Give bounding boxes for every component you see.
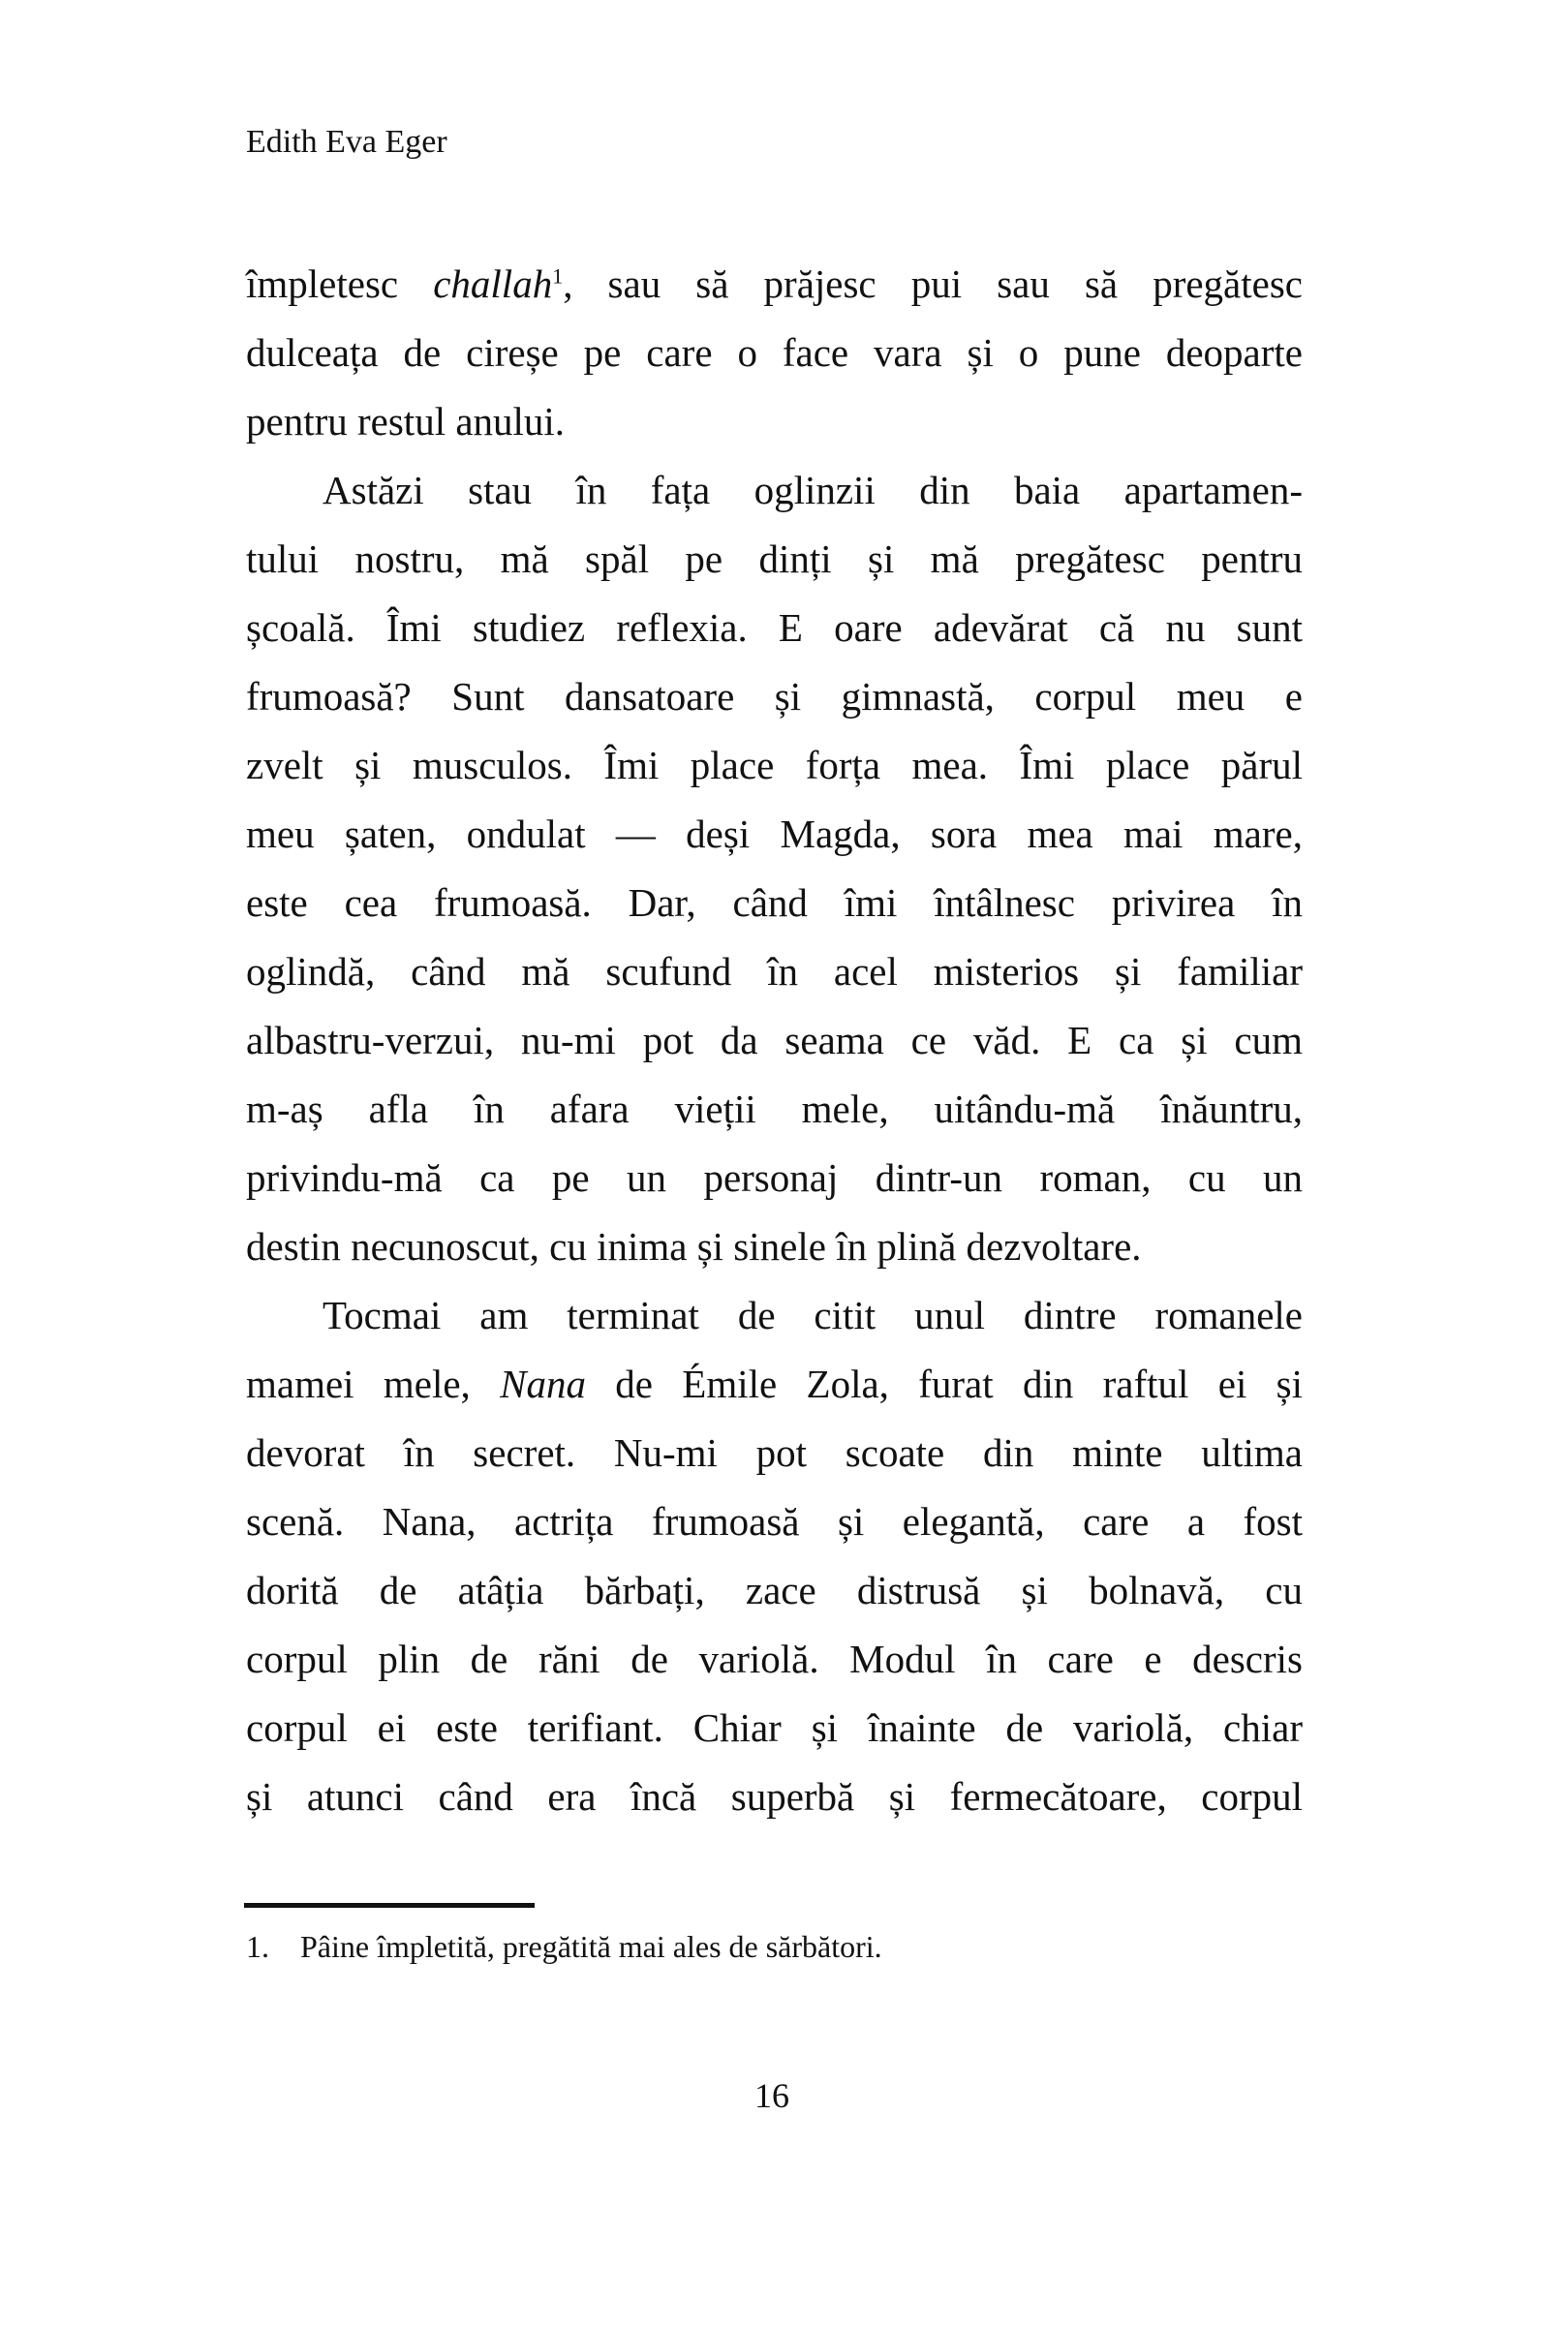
text-line — [246, 810, 1303, 858]
text-line — [246, 1016, 1303, 1064]
text-run: meu șaten, ondulat — deși Magda, sora mea mai mare, — [246, 812, 1303, 856]
text-line — [246, 1428, 1303, 1477]
text-run: oglindă, când mă scufund în acel misterios și familiar — [246, 949, 1303, 994]
italic-text: Nana — [500, 1362, 586, 1406]
text-run: destin necunoscut, cu inima și sinele în plină dezvoltare. — [246, 1224, 1142, 1269]
text-run: împletesc — [246, 261, 434, 306]
text-line — [246, 328, 1303, 377]
text-line — [246, 1772, 1303, 1821]
text-run: este cea frumoasă. Dar, când îmi întâlnesc privirea în — [246, 880, 1303, 925]
text-run: privindu-mă ca pe un personaj dintr-un roman, cu un — [246, 1155, 1303, 1200]
text-line — [246, 1360, 1303, 1408]
text-line — [246, 1153, 1303, 1202]
text-line — [246, 603, 1303, 652]
text-line — [246, 1703, 1303, 1752]
text-line — [246, 1566, 1303, 1614]
text-line — [246, 1635, 1303, 1683]
footnote-text: Pâine împletită, pregătită mai ales de sărbători. — [300, 1929, 882, 1964]
footnote-number: 1. — [246, 1929, 269, 1964]
text-line — [246, 741, 1303, 789]
text-line — [246, 672, 1303, 720]
text-run: , sau să prăjesc pui sau să pregătesc — [563, 261, 1303, 306]
text-run: mamei mele, — [246, 1362, 501, 1406]
running-head: Edith Eva Eger — [246, 124, 447, 160]
text-run: dorită de atâția bărbați, zace distrusă și bolnavă, cu — [246, 1568, 1303, 1612]
footnote-rule — [244, 1903, 535, 1908]
page-number: 16 — [754, 2076, 789, 2115]
text-run: frumoasă? Sunt dansatoare și gimnastă, corpul meu e — [246, 674, 1303, 719]
text-run: de Émile Zola, furat din raftul ei și — [585, 1362, 1303, 1406]
text-run: zvelt și musculos. Îmi place forța mea. Îmi place părul — [246, 743, 1303, 787]
text-run: Astăzi stau în fața oglinzii din baia apartamen- — [323, 468, 1303, 512]
text-line — [246, 1085, 1303, 1133]
text-line — [246, 260, 1303, 308]
text-run: corpul plin de răni de variolă. Modul în care e descris — [246, 1637, 1303, 1681]
text-run: devorat în secret. Nu-mi pot scoate din minte ultima — [246, 1430, 1303, 1475]
text-line — [323, 466, 1303, 514]
text-line — [246, 535, 1303, 583]
text-run: și atunci când era încă superbă și fermecătoare, corpul — [246, 1774, 1303, 1819]
text-run: Tocmai am terminat de citit unul dintre romanele — [323, 1293, 1303, 1337]
text-line — [246, 947, 1303, 996]
text-line — [246, 1497, 1303, 1546]
text-run: școală. Îmi studiez reflexia. E oare adevărat că nu sunt — [246, 605, 1303, 650]
text-run: scenă. Nana, actrița frumoasă și elegantă, care a fost — [246, 1499, 1303, 1544]
text-run: tului nostru, mă spăl pe dinți și mă pregătesc pentru — [246, 537, 1303, 581]
text-line — [246, 1222, 1303, 1271]
footnote-reference: 1 — [552, 263, 564, 289]
text-line — [246, 878, 1303, 927]
text-run: m-aș afla în afara vieții mele, uitându-mă înăuntru, — [246, 1087, 1303, 1131]
text-line — [246, 397, 1303, 445]
text-run: corpul ei este terifiant. Chiar și înainte de variolă, chiar — [246, 1705, 1303, 1750]
italic-text: challah — [433, 261, 553, 306]
footnote — [246, 1929, 882, 1965]
text-run: albastru-verzui, nu-mi pot da seama ce văd. E ca și cum — [246, 1018, 1303, 1062]
text-line — [323, 1291, 1303, 1339]
text-run: dulceața de cireșe pe care o face vara și o pune deoparte — [246, 330, 1303, 375]
text-run: pentru restul anului. — [246, 399, 566, 444]
